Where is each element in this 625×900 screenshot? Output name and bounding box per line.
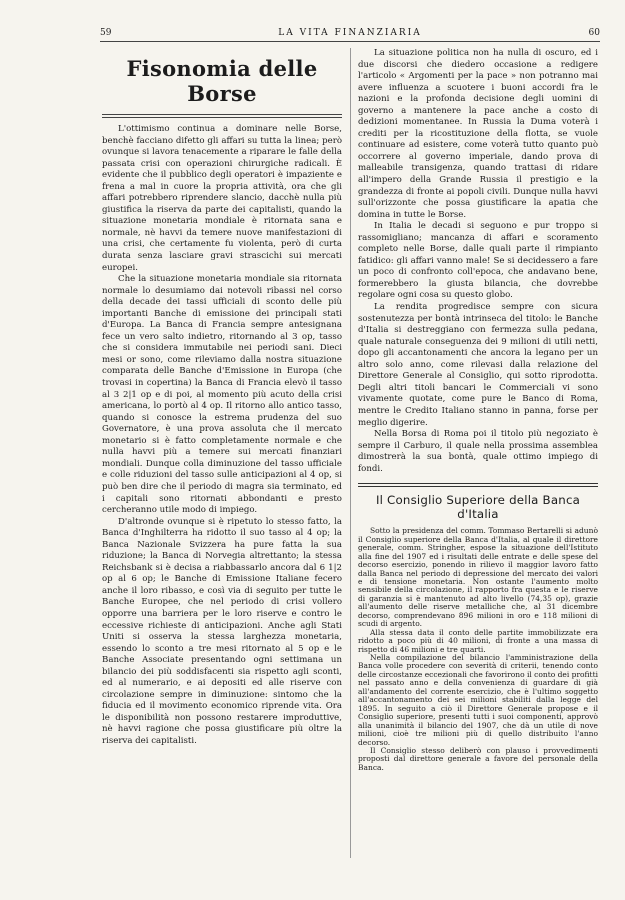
right-column xyxy=(358,48,598,772)
report-paragraph: Sotto la presidenza del comm. Tommaso Bertarelli si adunò il Consiglio superiore della Banca d'Italia, al quale il direttore generale, comm. Stringher, espose la situazione dell'Istituto alla fine del 1907 ed i risultati delle entrate e delle spese del decorso esercizio, ponendo in rilievo il maggior lavoro fatto dalla Banca nel periodo di depressione del mercato dei valori e di tensione monetaria. Non ostante l'aumento molto sensibile della circolazione, il rapporto fra questa e le riserve di garanzia si è mantenuto ad alto livello (74,35 op), grazie all'aumento delle riserve metalliche che, al 31 dicembre decorso, comprendevano 896 milioni in oro e 118 milioni di scudi di argento. xyxy=(358,526,598,629)
journal-title: LA VITA FINANZIARIA xyxy=(278,28,422,38)
report-paragraph: Alla stessa data il conto delle partite immobilizzate era ridotto a poco più di 40 milioni, di fronte a una massa di rispetto di 46 milioni e tre quarti. xyxy=(358,627,598,654)
report-title: Il Consiglio Superiore della Banca d'Italia xyxy=(375,493,581,522)
article-paragraph: D'altronde ovunque si è ripetuto lo stesso fatto, la Banca d'Inghilterra ha ridotto il suo tasso al 4 op; la Banca Nazionale Svizzera ha pure fatta la sua riduzione; la Banca di Norvegia altrettanto; la stessa Reichsbank si è decisa a riabbassarlo ancora dal 6 1|2 op al 6 op; le Banche di Emissione Italiane fecero anche il loro ribasso, e così via di seguito per tutte le Banche Europee, che nel periodo di crisi vollero opporre una barriera per le loro riserve e contro le eccessive richieste di anticipazioni. Anche agli Stati Uniti si osserva la stessa larghezza monetaria, essendo lo sconto a tre mesi ritornato al 5 op e le Banche Associate presentando ogni settimana un bilancio dei più soddisfacenti sia rispetto agli sconti, ed al numerario, e ai depositi ed alle riserve con circolazione sempre in diminuzione: sintomo che la fiducia ed il movimento economico riprende vita. Ora le disponibilità non possono restarere improduttive, nè havvi ragione che possa giustificare più oltre la riserva dei capitalisti. xyxy=(102,516,342,746)
section-divider xyxy=(358,483,598,487)
page-number-right: 60 xyxy=(588,28,600,38)
report-body xyxy=(358,527,598,772)
article-title: Fisonomia delle Borse xyxy=(126,56,318,106)
column-divider xyxy=(350,48,351,858)
report-paragraph: Il Consiglio stesso deliberò con plauso i provvedimenti proposti dal direttore generale a favore del personale della Banca. xyxy=(358,746,598,772)
left-column xyxy=(102,48,342,748)
title-divider xyxy=(102,114,342,118)
article-paragraph: L'ottimismo continua a dominare nelle Borse, benchè facciano difetto gli affari su tutta la linea; però ovunque si lavora tenacemente a riparare le falle della passata crisi con operazioni chirurgiche radicali. È evidente che il pubblico degli operatori è impaziente e frena a mal in cuore la propria attività, ora che gli affari potrebbero riprendere slancio, dacchè nulla più giustifica la riserva da parte dei capitalisti, quando la situazione monetaria mondiale è ritornata sana e normale, nè havvi da temere nuove manifestazioni di una crisi, che certamente fu violenta, però di curta durata senza lasciare gravi strascichi sui mercati europei. xyxy=(102,124,342,273)
page-number-left: 59 xyxy=(100,28,112,38)
article-paragraph: In Italia le decadi si seguono e pur troppo si rassomigliano; mancanza di affari e scoramento completo nelle Borse, dalle quali parte il rimpianto fatidico: gli affari vanno male! Se si decidessero a fare un poco di confronto coll'epoca, che andavano bene, formerebbero la giusta bilancia, che dovrebbe regolare ogni cosa su questo globo. xyxy=(358,221,598,301)
article-paragraph: Nella Borsa di Roma poi il titolo più negoziato è sempre il Carburo, il quale nella prossima assemblea dimostrerà la sua bontà, quale ottimo impiego di fondi. xyxy=(358,429,598,474)
report-paragraph: Nella compilazione del bilancio l'amministrazione della Banca volle procedere con severità di criterii, tenendo conto delle circostanze eccezionali che favorirono il conto dei profitti nel passato anno e della convenienza di guardare di già all'andamento del corrente esercizio, che è l'ultimo soggetto all'accantonamento dei sei milioni stabiliti dalla legge del 1895. In seguito a ciò il Direttore Generale propose e il Consiglio superiore, presenti tutti i suoi componenti, approvò alla unanimità il bilancio del 1907, che dà un utile di nove milioni, cioè tre milioni più di quello distribuito l'anno decorso. xyxy=(358,653,598,747)
article-paragraph: Che la situazione monetaria mondiale sia ritornata normale lo desumiamo dai notevoli ribassi nel corso della decade dei tassi ufficiali di sconto delle più importanti Banche di emissione dei principali stati d'Europa. La Banca di Francia sempre antesignana fece un vero salto indietro, ritornando al 3 op, tasso che si considera immutabile nei periodi sani. Dieci mesi or sono, come rileviamo dalla nostra situazione comparata delle Banche d'Emissione in Europa (che trovasi in copertina) la Banca di Francia elevò il tasso al 3 2|1 op e di poi, al momento più acuto della crisi americana, lo portò al 4 op. Il ritorno allo antico tasso, quando si conosce la estrema prudenza del suo Governatore, è una prova assoluta che il mercato monetario si è fatto completamente normale e che nulla havvi più a temere sui mercati finanziari mondiali. Dunque colla diminuzione del tasso ufficiale e colle riduzioni del tasso sulle anticipazioni al 4 op, si può ben dire che il periodo di magra sia terminato, ed i capitali sono ritornati abbondanti e presto cercheranno utile modo di impiego. xyxy=(102,274,342,516)
article-paragraph: La situazione politica non ha nulla di oscuro, ed i due discorsi che diedero occasione a redigere l'articolo « Argomenti per la pace » non potranno mai avere influenza a scuotere i buoni accordi fra le nazioni e la profonda decisione degli uomini di governo a mantenere la pace anche a costo di dedizioni momentanee. In Russia la Duma voterà i crediti per la ricostituzione della flotta, se vuole continuare ad esistere, come voterà tutto quanto può occorrere al governo imperiale, dando prova di malleabile transigenza, quando trattasi di ridare all'impero della Grande Russia il prestigio e la grandezza di fronte ai popoli civili. Dunque nulla havvi sull'orizzonte che possa giustificare la apatia che domina in tutte le Borse. xyxy=(358,48,598,220)
article-paragraph: La rendita progredisce sempre con sicura sostenutezza per bontà intrinseca del titolo: le Banche d'Italia si destreggiano con fermezza sulla pedana, quale naturale conseguenza dei 9 milioni di utili netti, dopo gli accantonamenti che ancora la legano per un altro solo anno, come rilevasi dalla relazione del Direttore Generale al Consiglio, qui sotto riprodotta. Degli altri titoli bancari le Commerciali vi sono vivamente quotate, come pure le Banco di Roma, mentre le Credito Italiano stanno in panna, forse per meglio digerire. xyxy=(358,302,598,428)
running-head xyxy=(100,28,600,42)
